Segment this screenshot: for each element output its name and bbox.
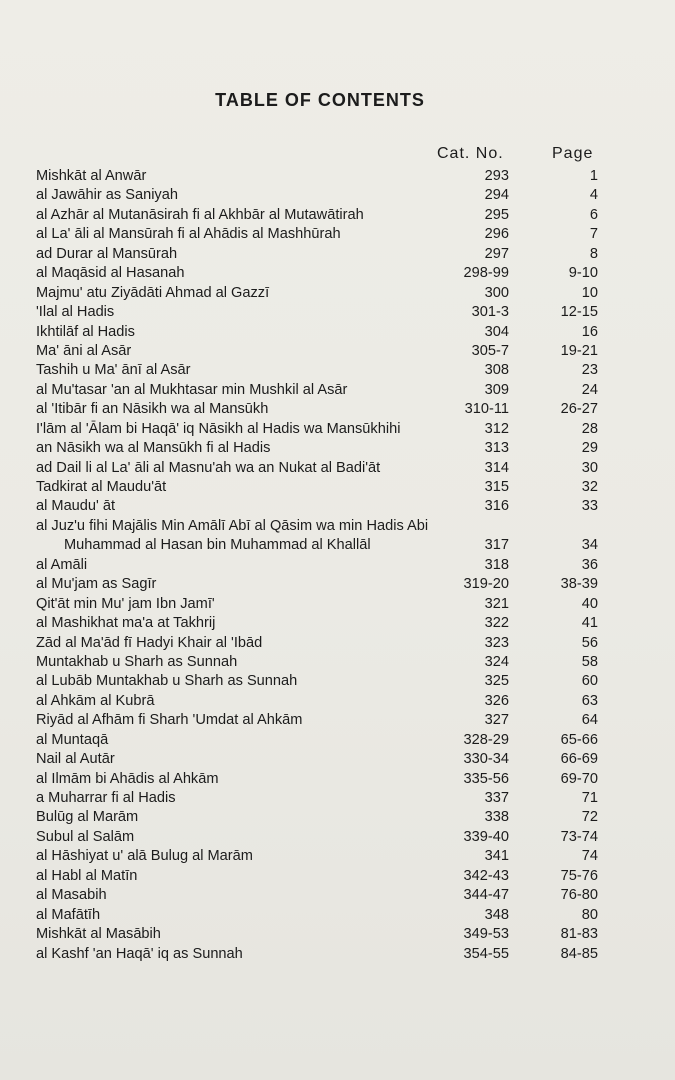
- entry-page: 6: [589, 206, 598, 223]
- entry-title: Muntakhab u Sharh as Sunnah: [36, 653, 238, 670]
- entry-title: Ikhtilāf al Hadis: [36, 323, 135, 340]
- entry-title: al Amāli: [36, 556, 88, 573]
- entry-title: 'Ilal al Hadis: [36, 304, 115, 321]
- entry-cat-no: 349-53: [463, 926, 509, 943]
- entry-cat-no: 348: [484, 906, 509, 923]
- toc-row: [0, 828, 675, 847]
- entry-title: al Mu'tasar 'an al Mukhtasar min Mushkil al Asār: [36, 381, 348, 398]
- toc-row: [0, 381, 675, 400]
- entry-title: Mishkāt al Anwār: [36, 168, 147, 184]
- entry-page: 81-83: [560, 926, 598, 943]
- entry-page: 75-76: [560, 867, 598, 884]
- entry-title: al Maqāsid al Hasanah: [36, 265, 185, 282]
- toc-row: [0, 653, 675, 672]
- entry-cat-no: 327: [484, 712, 509, 729]
- entry-page: 34: [581, 537, 598, 554]
- entry-cat-no: 321: [484, 595, 509, 612]
- toc-row: [0, 420, 675, 439]
- entry-cat-no: 317: [484, 537, 509, 554]
- entry-title: al La' āli al Mansūrah fi al Ahādis al Mashhūrah: [36, 226, 341, 243]
- entry-page: 29: [581, 440, 598, 457]
- entry-page: 84-85: [560, 945, 598, 962]
- entry-page: 26-27: [560, 401, 598, 418]
- entry-cat-no: 305-7: [471, 342, 509, 359]
- entry-cat-no: 338: [484, 809, 509, 826]
- entry-cat-no: 312: [484, 420, 509, 437]
- entry-cat-no: 344-47: [463, 887, 509, 904]
- toc-row: [0, 672, 675, 691]
- toc-row: [0, 497, 675, 516]
- toc-row: [0, 342, 675, 361]
- page-title: TABLE OF CONTENTS: [215, 90, 425, 110]
- entry-cat-no: 342-43: [463, 867, 509, 884]
- entry-page: 69-70: [560, 770, 598, 787]
- entry-page: 41: [581, 615, 598, 632]
- toc-row: [0, 167, 675, 186]
- entry-page: 73-74: [560, 828, 598, 845]
- entry-page: 64: [581, 712, 598, 729]
- toc-row: [0, 886, 675, 905]
- entry-page: 30: [581, 459, 598, 476]
- cat-no-header: Cat. No.: [437, 145, 504, 162]
- toc-row: [0, 634, 675, 653]
- entry-page: 4: [589, 187, 598, 204]
- entry-page: 63: [581, 692, 598, 709]
- entry-page: 76-80: [560, 887, 598, 904]
- toc-row: [0, 400, 675, 419]
- entry-cat-no: 323: [484, 634, 509, 651]
- toc-row: [0, 945, 675, 964]
- entry-title: al Muntaqā: [36, 731, 109, 748]
- entry-title: al Mafātīh: [36, 906, 101, 923]
- toc-row: [0, 556, 675, 575]
- toc-row: [0, 906, 675, 925]
- entry-page: 19-21: [560, 342, 598, 359]
- contents-list: [0, 167, 675, 964]
- entry-cat-no: 339-40: [463, 828, 509, 845]
- entry-page: 28: [581, 420, 598, 437]
- entry-cat-no: 315: [484, 479, 509, 495]
- toc-row: [0, 264, 675, 283]
- toc-row: [0, 595, 675, 614]
- entry-page: 8: [589, 245, 598, 262]
- entry-cat-no: 337: [484, 790, 509, 806]
- entry-cat-no: 354-55: [463, 945, 509, 962]
- entry-cat-no: 296: [484, 226, 509, 243]
- entry-title: Subul al Salām: [36, 828, 135, 845]
- entry-page: 36: [581, 556, 598, 573]
- entry-cat-no: 316: [484, 498, 509, 515]
- entry-title: Nail al Autār: [36, 751, 115, 768]
- entry-page: 9-10: [568, 265, 598, 282]
- entry-title: an Nāsikh wa al Mansūkh fi al Hadis: [36, 440, 271, 457]
- entry-page: 80: [581, 906, 598, 923]
- entry-cat-no: 330-34: [463, 751, 509, 768]
- entry-page: 71: [581, 790, 598, 806]
- entry-title: al Ahkām al Kubrā: [36, 692, 155, 709]
- toc-row: [0, 536, 675, 555]
- toc-row: [0, 517, 675, 536]
- entry-page: 33: [581, 498, 598, 515]
- entry-title: al Ilmām bi Ahādis al Ahkām: [36, 770, 219, 787]
- entry-page: 24: [581, 381, 598, 398]
- entry-title: al 'Itibār fi an Nāsikh wa al Mansūkh: [36, 401, 269, 418]
- entry-cat-no: 300: [484, 284, 509, 301]
- toc-row: [0, 692, 675, 711]
- entry-cat-no: 318: [484, 556, 509, 573]
- entry-cat-no: 341: [484, 848, 509, 865]
- entry-title: I'lām al 'Ālam bi Haqā' iq Nāsikh al Hadis wa Mansūkhihi: [36, 420, 401, 437]
- entry-title: al Kashf 'an Haqā' iq as Sunnah: [36, 945, 243, 962]
- entry-page: 65-66: [560, 731, 598, 748]
- toc-row: [0, 284, 675, 303]
- toc-row: [0, 847, 675, 866]
- toc-row: [0, 225, 675, 244]
- entry-page: 74: [581, 848, 598, 865]
- entry-cat-no: 326: [484, 692, 509, 709]
- entry-cat-no: 324: [484, 653, 509, 670]
- entry-cat-no: 319-20: [463, 576, 509, 593]
- toc-row: [0, 770, 675, 789]
- entry-page: 7: [589, 226, 598, 243]
- entry-cat-no: 314: [484, 459, 509, 476]
- toc-row: [0, 323, 675, 342]
- entry-title: al Mu'jam as Sagīr: [36, 576, 157, 593]
- toc-row: [0, 925, 675, 944]
- entry-title: al Mashikhat ma'a at Takhrij: [36, 615, 216, 632]
- entry-title: Mishkāt al Masābih: [36, 926, 161, 943]
- entry-cat-no: 301-3: [471, 304, 509, 321]
- entry-cat-no: 322: [484, 615, 509, 632]
- entry-page: 16: [581, 323, 598, 340]
- entry-title: Muhammad al Hasan bin Muhammad al Khallāl: [64, 537, 371, 554]
- toc-row: [0, 731, 675, 750]
- entry-title: al Juz'u fihi Majālis Min Amālī Abī al Qāsim wa min Hadis Abi: [36, 517, 429, 534]
- toc-row: [0, 711, 675, 730]
- toc-row: [0, 439, 675, 458]
- entry-title: Riyād al Afhām fi Sharh 'Umdat al Ahkām: [36, 712, 303, 729]
- entry-title: Bulūg al Marām: [36, 809, 139, 826]
- entry-cat-no: 293: [484, 168, 509, 184]
- entry-cat-no: 304: [484, 323, 509, 340]
- toc-row: [0, 867, 675, 886]
- entry-cat-no: 325: [484, 673, 509, 690]
- entry-page: 1: [589, 168, 598, 184]
- toc-row: [0, 614, 675, 633]
- entry-title: Tadkirat al Maudu'āt: [36, 479, 167, 495]
- entry-cat-no: 335-56: [463, 770, 509, 787]
- entry-page: 66-69: [560, 751, 598, 768]
- toc-row: [0, 575, 675, 594]
- entry-cat-no: 308: [484, 362, 509, 379]
- entry-title: al Lubāb Muntakhab u Sharh as Sunnah: [36, 673, 298, 690]
- entry-title: a Muharrar fi al Hadis: [36, 790, 176, 806]
- entry-page: 72: [581, 809, 598, 826]
- entry-page: 40: [581, 595, 598, 612]
- toc-row: [0, 789, 675, 808]
- entry-title: al Maudu' āt: [36, 498, 116, 515]
- page-header: Page: [552, 145, 594, 162]
- entry-page: 58: [581, 653, 598, 670]
- entry-page: 60: [581, 673, 598, 690]
- toc-row: [0, 750, 675, 769]
- entry-cat-no: 295: [484, 206, 509, 223]
- toc-row: [0, 206, 675, 225]
- entry-page: 56: [581, 634, 598, 651]
- toc-row: [0, 478, 675, 497]
- entry-cat-no: 313: [484, 440, 509, 457]
- entry-title: Qit'āt min Mu' jam Ibn Jamī': [36, 595, 215, 612]
- entry-cat-no: 310-11: [464, 401, 509, 418]
- entry-title: Ma' āni al Asār: [36, 342, 132, 359]
- entry-page: 32: [581, 479, 598, 495]
- toc-row: [0, 808, 675, 827]
- entry-title: ad Dail li al La' āli al Masnu'ah wa an Nukat al Badi'āt: [36, 459, 381, 476]
- entry-page: 38-39: [560, 576, 598, 593]
- entry-page: 23: [581, 362, 598, 379]
- entry-cat-no: 294: [484, 187, 509, 204]
- entry-title: al Habl al Matīn: [36, 867, 138, 884]
- toc-row: [0, 361, 675, 380]
- entry-title: al Hāshiyat u' alā Bulug al Marām: [36, 848, 253, 865]
- entry-title: Majmu' atu Ziyādāti Ahmad al Gazzī: [36, 284, 270, 301]
- entry-cat-no: 298-99: [463, 265, 509, 282]
- entry-cat-no: 328-29: [463, 731, 509, 748]
- toc-row: [0, 245, 675, 264]
- entry-title: al Jawāhir as Saniyah: [36, 187, 178, 204]
- toc-row: [0, 186, 675, 205]
- entry-page: 10: [581, 284, 598, 301]
- toc-row: [0, 459, 675, 478]
- entry-cat-no: 297: [484, 245, 509, 262]
- entry-title: Zād al Ma'ād fī Hadyi Khair al 'Ibād: [36, 634, 263, 651]
- toc-row: [0, 303, 675, 322]
- entry-page: 12-15: [560, 304, 598, 321]
- entry-title: al Azhār al Mutanāsirah fi al Akhbār al Mutawātirah: [36, 206, 364, 223]
- entry-title: al Masabih: [36, 887, 107, 904]
- entry-title: Tashih u Ma' ānī al Asār: [36, 362, 191, 379]
- entry-title: ad Durar al Mansūrah: [36, 245, 178, 262]
- entry-cat-no: 309: [484, 381, 509, 398]
